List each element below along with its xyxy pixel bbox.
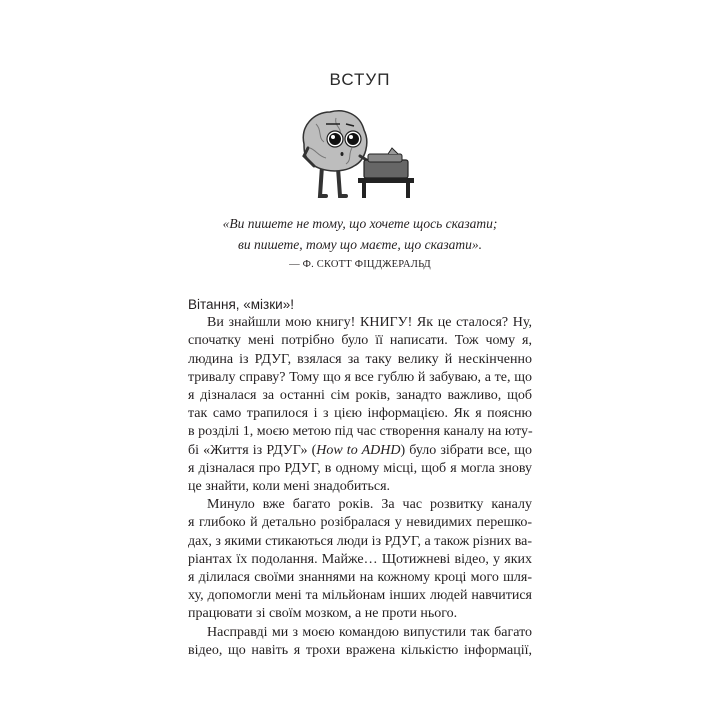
text-segment: ) було зібрати все, що (400, 442, 532, 458)
paragraph (188, 624, 532, 660)
text-segment: бі «Життя із РДУГ» ( (188, 442, 317, 458)
body-text (188, 296, 532, 660)
text-line: Ви знайшли мою книгу! КНИГУ! Як це сталося? Ну, (207, 315, 532, 331)
text-line: Минуло вже багато років. За час розвитку каналу (207, 497, 532, 513)
text-line: працювати зі своїм мозком, а не проти нього. (188, 606, 458, 622)
text-line: в розділі 1, моєю метою під час створення каналу на юту- (188, 424, 533, 440)
text-line: тривалу справу? Тому що я все гублю й забуваю, а те, що (188, 369, 532, 385)
text-line (188, 442, 532, 460)
text-line: я дізналася за останні сім років, занадто важливо, щоб (188, 388, 532, 404)
paragraph (188, 314, 532, 496)
italic-title: How to ADHD (316, 442, 401, 458)
epigraph-line: ви пишете, тому що маєте, що сказати». (237, 236, 482, 252)
text-line: я дізналася про РДУГ, в одному місці, щоб я могла знову (188, 460, 532, 476)
text-line: я ділилася своїми знаннями на кожному кроці мого шля- (188, 570, 532, 586)
text-line: відео, що навіть я трохи вражена кількістю інформації, (188, 642, 532, 658)
text-line: дах, з якими стикаються люди із РДУГ, а також різних ва- (188, 533, 532, 549)
text-line: ріантах їх подолання. Майже… Щотижневі відео, у яких (188, 551, 532, 567)
text-line: ху, допомогли мені та мільйонам інших людей навчитися (188, 588, 532, 604)
text-line: так само трапилося і з цією інформацією. Як я поясню (188, 406, 532, 422)
paragraph (188, 496, 532, 623)
epigraph-line: «Ви пишете не тому, що хочете щось сказати; (222, 216, 498, 231)
chapter-title: ВСТУП (329, 70, 391, 89)
greeting: Вітання, «мізки»! (188, 297, 294, 312)
text-line: я глибоко й детально розібралася у невидимих перешко- (188, 515, 532, 531)
text-line: Насправді ми з моєю командою випустили так багато (207, 624, 532, 640)
brain-character-illustration (296, 104, 420, 200)
epigraph-attribution: — Ф. СКОТТ ФІЦДЖЕРАЛЬД (289, 259, 431, 270)
text-line: спочатку мені потрібно було її написати. Тож чому я, (188, 333, 532, 349)
epigraph (0, 214, 720, 255)
text-line: людина із РДУГ, взялася за таку велику й нескінченно (188, 351, 532, 367)
text-line: це знайти, коли мені знадобиться. (188, 479, 391, 495)
